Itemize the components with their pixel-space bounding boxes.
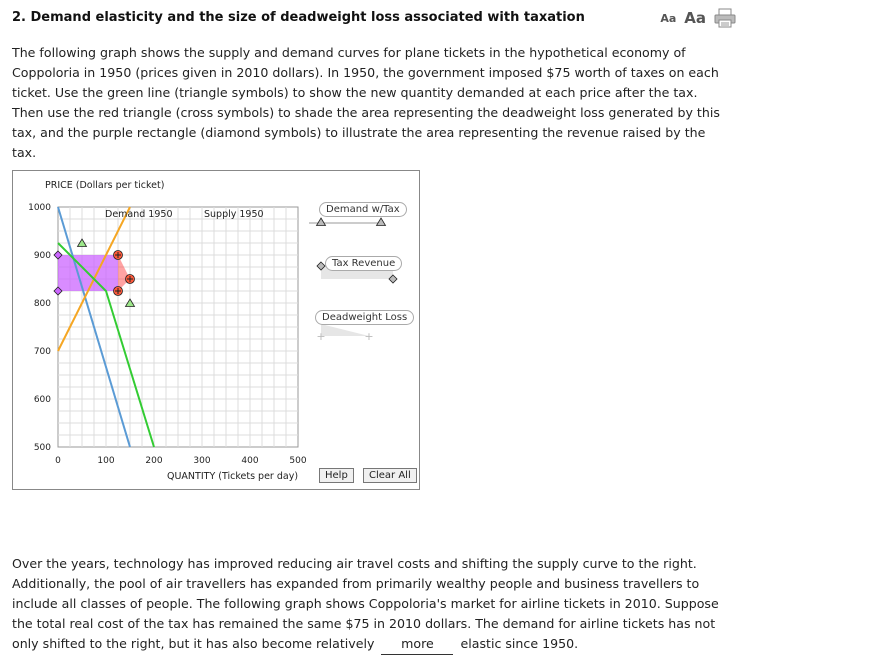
graph-canvas[interactable]: [13, 171, 421, 491]
demand-1950-label: Demand 1950: [105, 209, 173, 220]
supply-1950-label: Supply 1950: [204, 209, 264, 220]
y-tick-label: 500: [33, 443, 51, 453]
legend-deadweight-triangle: [321, 324, 369, 336]
intro-paragraph: The following graph shows the supply and demand curves for plane tickets in the hypothetical economy of Coppoloria in 1950 (prices given in 2010 dollars). In 1950, the government imposed $75 worth of taxes on each ticket. Use the green line (triangle symbols) to show the new quantity demanded at each price after the tax. Then use the red triangle (cross symbols) to shade the area representing the deadweight loss generated by this tax, and the purple rectangle (diamond symbols) to illustrate the area representing the revenue raised by the tax.: [12, 45, 720, 160]
legend-deadweight-cross-icon: +: [364, 330, 374, 343]
followup-paragraph: [12, 554, 728, 655]
y-tick-label: 800: [33, 299, 51, 309]
y-tick-label: 1000: [28, 203, 51, 213]
legend-demand-tax-button[interactable]: Demand w/Tax: [319, 202, 407, 217]
font-size-small-button[interactable]: Aa: [660, 11, 677, 25]
followup-text-before: Over the years, technology has improved reducing air travel costs and shifting the supply curve to the right. Additionally, the pool of air travellers has expanded from primarily wealthy people and business travellers to include all classes of people. The following graph shows Coppoloria's market for airline tickets in 2010. Suppose the total real cost of the tax has remained the same $75 in 2010 dollars. The demand for airline tickets has not only shifted to the right, but it has also become relatively: [12, 556, 719, 651]
legend-deadweight-loss-button[interactable]: Deadweight Loss: [315, 310, 414, 325]
x-tick-label: 0: [55, 456, 61, 466]
legend-tax-revenue-button[interactable]: Tax Revenue: [325, 256, 402, 271]
clear-all-button[interactable]: Clear All: [363, 468, 417, 483]
x-tick-label: 200: [145, 456, 163, 466]
x-tick-label: 500: [289, 456, 307, 466]
legend-demand-tax-triangle-icon: [317, 218, 326, 226]
font-tools: [660, 8, 736, 28]
y-tick-label: 600: [33, 395, 51, 405]
followup-text-after: elastic since 1950.: [460, 636, 579, 651]
y-axis-label: PRICE (Dollars per ticket): [45, 180, 165, 191]
y-tick-label: 700: [33, 347, 51, 357]
help-button[interactable]: Help: [319, 468, 354, 483]
y-tick-label: 900: [33, 251, 51, 261]
x-tick-label: 400: [241, 456, 259, 466]
graph-panel: [12, 170, 420, 490]
x-tick-label: 100: [97, 456, 115, 466]
x-tick-label: 300: [193, 456, 211, 466]
legend-demand-tax-triangle-icon: [377, 218, 386, 226]
elasticity-dropdown[interactable]: more: [381, 634, 453, 655]
font-size-large-button[interactable]: Aa: [684, 9, 706, 27]
legend-deadweight-cross-icon: +: [316, 330, 326, 343]
x-axis-label: QUANTITY (Tickets per day): [167, 471, 299, 482]
print-icon[interactable]: [714, 8, 736, 28]
question-title: 2. Demand elasticity and the size of deadweight loss associated with taxation: [12, 10, 585, 25]
